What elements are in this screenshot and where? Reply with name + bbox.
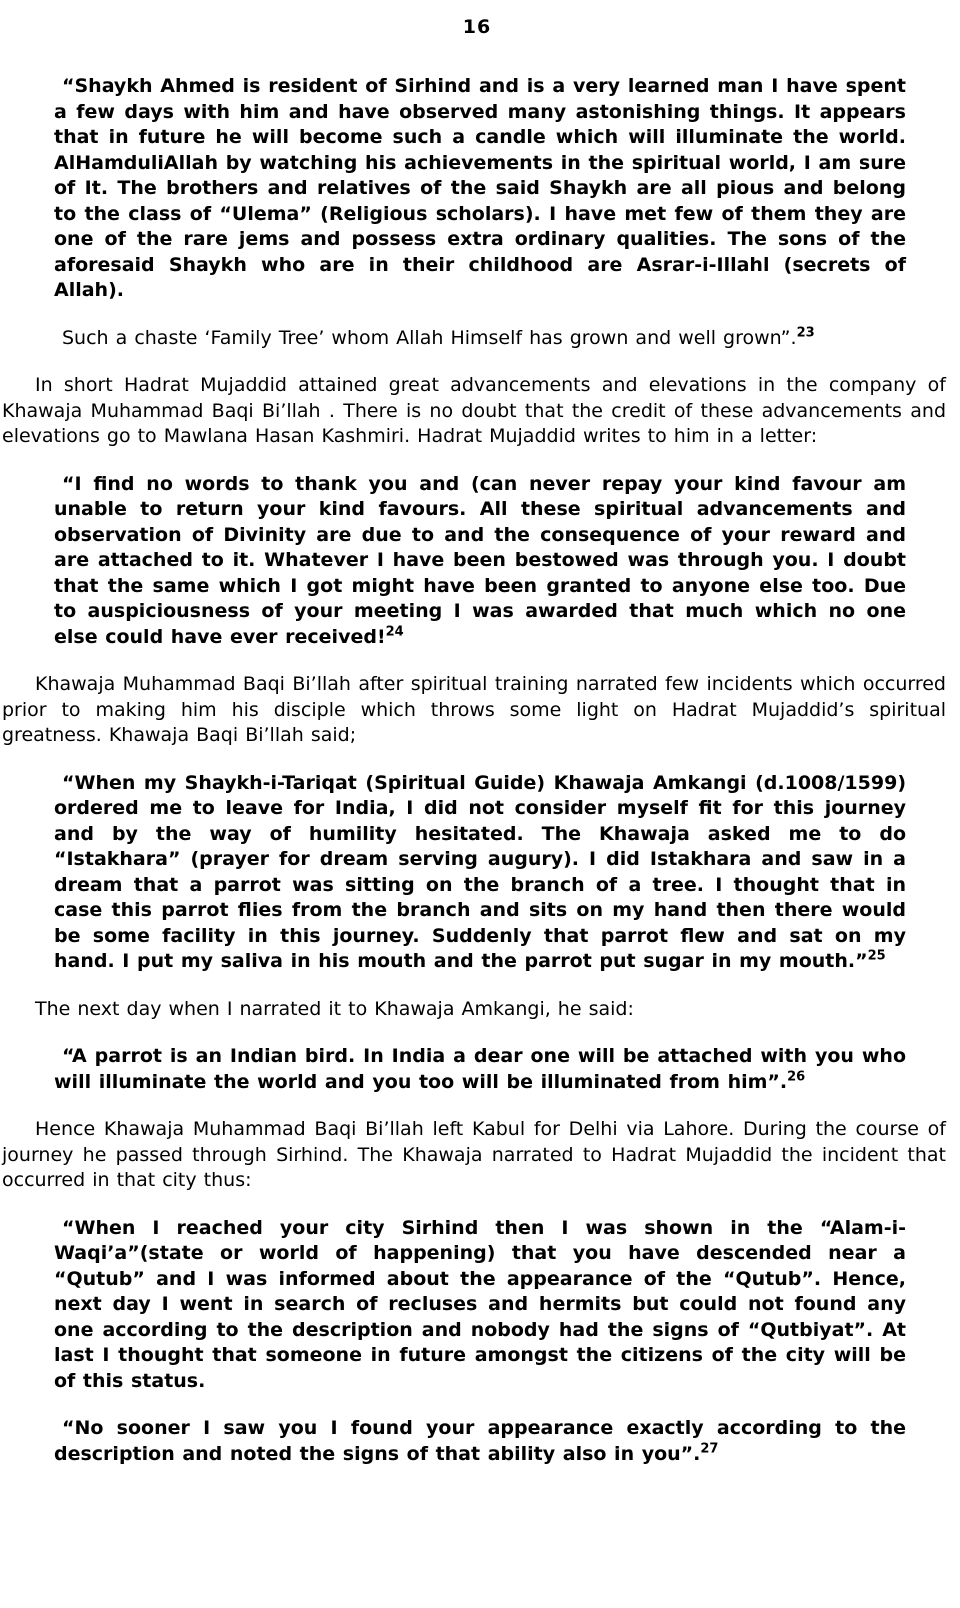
page-number: 16	[462, 16, 492, 38]
paragraph-text: “When I reached your city Sirhind then I was shown in the “Alam-i-Waqi’a”(state or world of happening) that you have descended near a “Qutub” and I was informed about the appearance of the “Qutub”. Hence, next day I went in search of recluses and hermits but could not found any one according to the description and nobody had the signs of “Qutbiyat”. At last I thought that someone in future amongst the citizens of the city will be of this status.	[54, 1216, 906, 1392]
footnote-ref-23: 23	[796, 325, 815, 341]
paragraph-text: The next day when I narrated it to Khawaja Amkangi, he said:	[35, 997, 634, 1020]
footnote-ref-27: 27	[700, 1441, 719, 1457]
body-paragraph-next-day	[2, 997, 946, 1023]
body-paragraph-khawaja-narrated	[2, 672, 946, 749]
blockquote-family-tree	[54, 326, 906, 352]
blockquote-sirhind-vision	[54, 1216, 906, 1395]
paragraph-text: “No sooner I saw you I found your appearance exactly according to the description and noted the signs of that ability also in you”.	[54, 1417, 906, 1465]
paragraph-text: “I find no words to thank you and (can never repay your kind favour am unable to return your kind favours. All these spiritual advancements and observation of Divinity are due to and the consequence of your reward and are attached to it. Whatever I have been bestowed was through you. I doubt that the same which I got might have been granted to anyone else too. Due to auspiciousness of your meeting I was awarded that much which no one else could have ever received!	[54, 472, 906, 648]
blockquote-parrot-dream	[54, 771, 906, 975]
paragraph-text: Such a chaste ‘Family Tree’ whom Allah Himself has grown and well grown”.	[62, 326, 797, 349]
paragraph-text: In short Hadrat Mujaddid attained great advancements and elevations in the company of Khawaja Muhammad Baqi Bi’llah . There is no doubt that the credit of these advancements and elevations go to Mawlana Hasan Kashmiri. Hadrat Mujaddid writes to him in a letter:	[2, 374, 946, 447]
body-paragraph-in-short	[2, 373, 946, 450]
paragraph-text: “Shaykh Ahmed is resident of Sirhind and is a very learned man I have spent a few days with him and have observed many astonishing things. It appears that in future he will become such a candle which will illuminate the world. AlHamduliAllah by watching his achievements in the spiritual world, I am sure of It. The brothers and relatives of the said Shaykh are all pious and belong to the class of “Ulema” (Religious scholars). I have met few of them they are one of the rare jems and possess extra ordinary qualities. The sons of the aforesaid Shaykh who are in their childhood are Asrar-i-Illahl (secrets of Allah).	[54, 75, 906, 301]
paragraph-text: “When my Shaykh-i-Tariqat (Spiritual Guide) Khawaja Amkangi (d.1008/1599) ordered me to leave for India, I did not consider myself fit for this journey and by the way of humility hesitated. The Khawaja asked me to do “Istakhara” (prayer for dream serving augury). I did Istakhara and saw in a dream that a parrot was sitting on the branch of a tree. I thought that in case this parrot flies from the branch and sits on my hand then there would be some facility in this journey. Suddenly that parrot flew and sat on my hand. I put my saliva in his mouth and the parrot put sugar in my mouth.”	[54, 771, 906, 972]
footnote-ref-26: 26	[787, 1069, 806, 1085]
footnote-ref-25: 25	[867, 948, 886, 964]
paragraph-text: Khawaja Muhammad Baqi Bi’llah after spiritual training narrated few incidents which occurred prior to making him his disciple which throws some light on Hadrat Mujaddid’s spiritual greatness. Khawaja Baqi Bi’llah said;	[2, 673, 946, 746]
paragraph-text: “A parrot is an Indian bird. In India a dear one will be attached with you who will illuminate the world and you too will be illuminated from him”.	[54, 1045, 906, 1093]
blockquote-letter	[54, 472, 906, 651]
blockquote-indian-bird	[54, 1044, 906, 1095]
blockquote-no-sooner	[54, 1416, 906, 1467]
footnote-ref-24: 24	[385, 624, 404, 640]
blockquote-shaykh-ahmed	[54, 74, 906, 304]
body-paragraph-kabul-delhi	[2, 1117, 946, 1194]
paragraph-text: Hence Khawaja Muhammad Baqi Bi’llah left Kabul for Delhi via Lahore. During the course of journey he passed through Sirhind. The Khawaja narrated to Hadrat Mujaddid the incident that occurred in that city thus:	[2, 1118, 946, 1191]
